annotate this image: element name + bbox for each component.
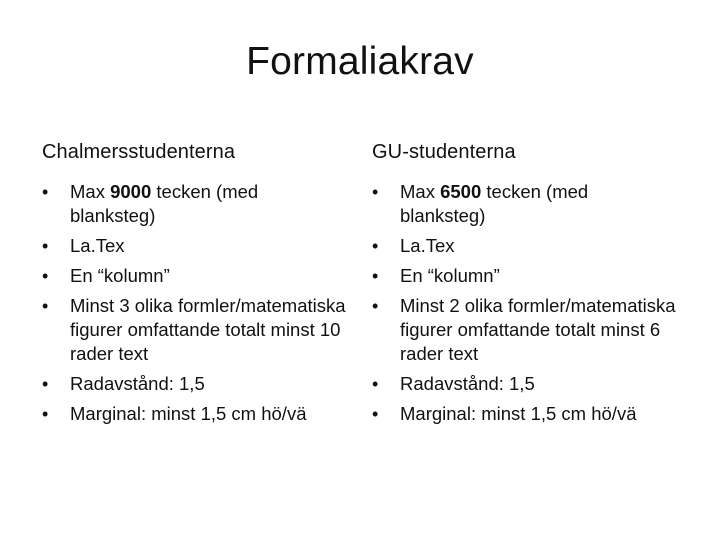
bullet-dot-icon: • xyxy=(42,266,49,286)
bullet-list-gu xyxy=(372,180,677,426)
char-limit-value: 6500 xyxy=(440,181,482,202)
bullet-item: • Max 9000 tecken (med blanksteg) xyxy=(42,181,259,226)
bullet-dot-icon: • xyxy=(42,296,49,316)
slide-title: Formaliakrav xyxy=(246,40,474,83)
bullet-dot-icon: • xyxy=(372,236,379,256)
bullet-dot-icon: • xyxy=(372,266,379,286)
bullet-item: • Minst 3 olika formler/matematiska figurer omfattande totalt minst 10 rader text xyxy=(42,295,346,364)
bullet-dot-icon: • xyxy=(42,182,49,202)
bullet-list-chalmers xyxy=(42,180,347,426)
bullet-dot-icon: • xyxy=(372,404,379,424)
bullet-item: • En “kolumn” xyxy=(372,265,500,286)
bullet-dot-icon: • xyxy=(42,374,49,394)
column-gu xyxy=(372,141,677,432)
column-chalmers xyxy=(42,141,347,432)
bullet-item: • En “kolumn” xyxy=(42,265,170,286)
bullet-item: • Minst 2 olika formler/matematiska figurer omfattande totalt minst 6 rader text xyxy=(372,295,676,364)
bullet-dot-icon: • xyxy=(42,236,49,256)
bullet-item: • Marginal: minst 1,5 cm hö/vä xyxy=(372,403,637,424)
bullet-dot-icon: • xyxy=(42,404,49,424)
char-limit-value: 9000 xyxy=(110,181,152,202)
bullet-dot-icon: • xyxy=(372,296,379,316)
bullet-item: • Radavstånd: 1,5 xyxy=(42,373,205,394)
bullet-dot-icon: • xyxy=(372,374,379,394)
bullet-item: • La.Tex xyxy=(372,235,455,256)
column-heading-chalmers: Chalmersstudenterna xyxy=(42,141,236,163)
bullet-item: • Max 6500 tecken (med blanksteg) xyxy=(372,181,589,226)
bullet-dot-icon: • xyxy=(372,182,379,202)
bullet-item: • Marginal: minst 1,5 cm hö/vä xyxy=(42,403,307,424)
bullet-item: • La.Tex xyxy=(42,235,125,256)
bullet-item: • Radavstånd: 1,5 xyxy=(372,373,535,394)
column-heading-gu: GU-studenterna xyxy=(372,141,516,163)
